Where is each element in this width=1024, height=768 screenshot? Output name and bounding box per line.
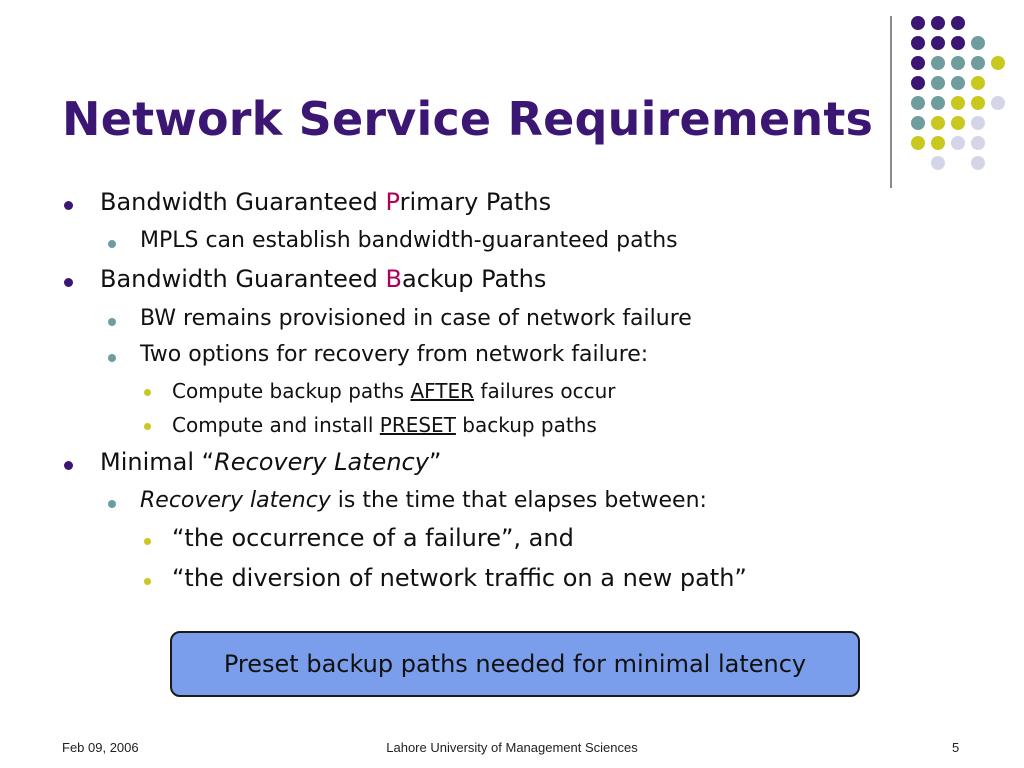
bullet-minimal-latency: [100, 448, 441, 476]
bullet-bw-provisioned: BW remains provisioned in case of network failure: [140, 306, 692, 331]
text-run: failures occur: [474, 379, 616, 403]
bullet-occurrence: “the occurrence of a failure”, and: [172, 524, 574, 552]
underlined-text: AFTER: [410, 379, 475, 403]
bullet-dot: [144, 538, 151, 545]
footer-organization: Lahore University of Management Sciences: [386, 740, 638, 755]
bullet-dot: [64, 461, 73, 470]
bullet-dot: [64, 278, 73, 287]
italic-text: Recovery Latency: [214, 448, 429, 476]
bullet-dot: [108, 318, 116, 326]
underlined-text: PRESET: [379, 413, 456, 437]
text-run: Compute backup paths: [172, 379, 411, 403]
text-run: Bandwidth Guaranteed: [100, 188, 386, 216]
text-run: Bandwidth Guaranteed: [100, 265, 386, 293]
bullet-diversion: “the diversion of network traffic on a new path”: [172, 564, 747, 592]
bullet-dot: [144, 389, 151, 396]
callout-text: Preset backup paths needed for minimal latency: [223, 650, 807, 678]
text-run: Compute and install: [172, 413, 380, 437]
footer-page-number: 5: [952, 740, 960, 755]
bullet-dot: [108, 354, 116, 362]
bullet-backup-paths: [100, 265, 546, 293]
slide-title: Network Service Requirements: [62, 92, 874, 146]
text-run: is the time that elapses between:: [330, 488, 707, 513]
bullet-compute-after: [172, 379, 615, 403]
text-run: ”: [428, 448, 442, 476]
callout-box: [170, 631, 860, 697]
text-run: Minimal “: [100, 448, 215, 476]
highlight-letter: B: [385, 265, 402, 293]
bullet-mpls: MPLS can establish bandwidth-guaranteed paths: [140, 228, 678, 253]
text-run: ackup Paths: [401, 265, 547, 293]
bullet-dot: [108, 240, 116, 248]
bullet-dot: [144, 423, 151, 430]
bullet-two-options: Two options for recovery from network failure:: [140, 342, 649, 367]
italic-text: Recovery latency: [140, 488, 331, 513]
text-run: rimary Paths: [399, 188, 552, 216]
bullet-compute-preset: [172, 413, 597, 437]
text-run: backup paths: [455, 413, 597, 437]
bullet-dot: [108, 500, 116, 508]
footer-date: Feb 09, 2006: [62, 740, 139, 755]
bullet-latency-definition: [140, 488, 707, 513]
bullet-dot: [64, 201, 73, 210]
bullet-dot: [144, 578, 151, 585]
highlight-letter: P: [385, 188, 400, 216]
bullet-primary-paths: [100, 188, 551, 216]
